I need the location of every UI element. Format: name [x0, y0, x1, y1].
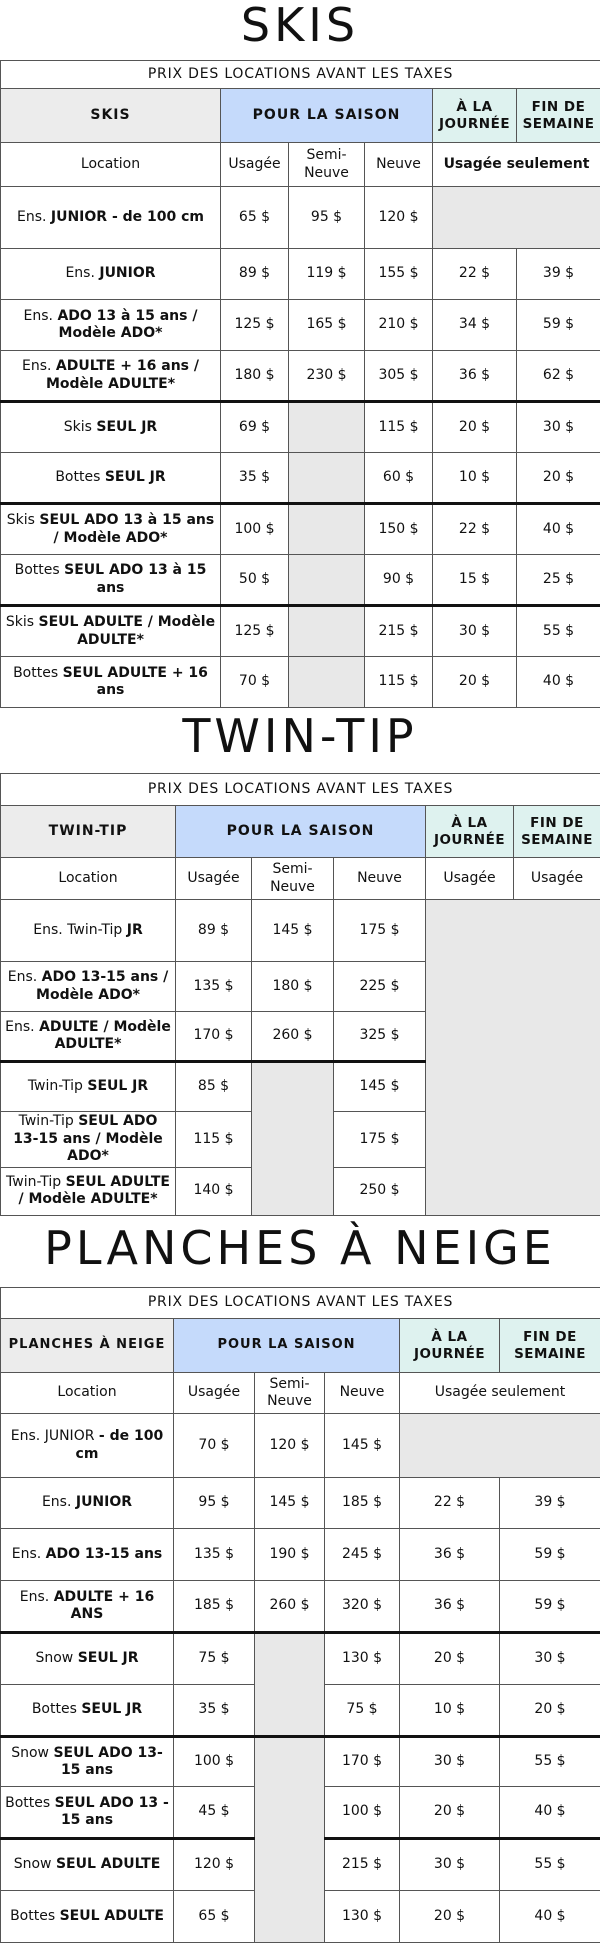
row-label: Twin-Tip SEUL ADULTE / Modèle ADULTE* — [1, 1167, 176, 1215]
price-new: 175 $ — [334, 1112, 426, 1168]
price-used: 85 $ — [176, 1062, 252, 1112]
table-row — [1, 900, 600, 962]
skis-subheader-location: Location — [1, 143, 221, 187]
skis-subheader-used: Usagée — [221, 143, 289, 187]
planches-subheader-new: Neuve — [325, 1373, 400, 1414]
price-weekend: 30 $ — [500, 1633, 600, 1685]
table-row — [1, 504, 600, 555]
price-weekend: 40 $ — [500, 1787, 600, 1839]
price-day: 34 $ — [433, 300, 517, 351]
row-label: Twin-Tip SEUL JR — [1, 1062, 176, 1112]
twintip-table — [0, 773, 600, 1216]
row-label: Ens. ADO 13-15 ans — [1, 1529, 174, 1581]
price-new: 60 $ — [365, 453, 433, 504]
price-new: 225 $ — [334, 962, 426, 1012]
price-new: 305 $ — [365, 351, 433, 402]
table-row — [1, 1478, 600, 1529]
price-day: 36 $ — [400, 1529, 500, 1581]
table-row — [1, 555, 600, 606]
table-row — [1, 1529, 600, 1581]
table-row — [1, 1414, 600, 1478]
price-day: 15 $ — [433, 555, 517, 606]
row-label: Ens. JUNIOR — [1, 249, 221, 300]
price-day: 20 $ — [433, 657, 517, 708]
price-weekend: 39 $ — [500, 1478, 600, 1529]
price-new: 130 $ — [325, 1633, 400, 1685]
price-new: 215 $ — [325, 1839, 400, 1891]
price-new: 320 $ — [325, 1581, 400, 1633]
price-used: 89 $ — [221, 249, 289, 300]
table-row — [1, 402, 600, 453]
price-weekend: 62 $ — [517, 351, 600, 402]
empty-cell — [289, 504, 365, 555]
empty-cell — [289, 606, 365, 657]
empty-cell — [289, 555, 365, 606]
empty-cell — [252, 1062, 334, 1216]
price-day: 22 $ — [433, 249, 517, 300]
price-used: 89 $ — [176, 900, 252, 962]
table-row — [1, 657, 600, 708]
price-semi: 120 $ — [255, 1414, 325, 1478]
price-semi: 145 $ — [255, 1478, 325, 1529]
empty-cell — [426, 900, 600, 1216]
row-label: Bottes SEUL ADO 13 - 15 ans — [1, 1787, 174, 1839]
price-weekend: 59 $ — [500, 1529, 600, 1581]
price-new: 185 $ — [325, 1478, 400, 1529]
price-used: 140 $ — [176, 1167, 252, 1215]
table-row — [1, 606, 600, 657]
table-row — [1, 1581, 600, 1633]
price-new: 130 $ — [325, 1891, 400, 1943]
price-weekend: 40 $ — [517, 504, 600, 555]
price-day: 10 $ — [400, 1685, 500, 1737]
twintip-title: TWIN-TIP — [182, 709, 418, 763]
price-new: 325 $ — [334, 1012, 426, 1062]
twintip-subheader-day-used: Usagée — [426, 858, 514, 900]
skis-subheader-semi: Semi-Neuve — [289, 143, 365, 187]
price-weekend: 25 $ — [517, 555, 600, 606]
price-new: 120 $ — [365, 187, 433, 249]
price-new: 215 $ — [365, 606, 433, 657]
price-used: 100 $ — [174, 1737, 255, 1787]
row-label: Snow SEUL ADO 13-15 ans — [1, 1737, 174, 1787]
row-label: Skis SEUL ADO 13 à 15 ans / Modèle ADO* — [1, 504, 221, 555]
planches-header-weekend: FIN DE SEMAINE — [500, 1319, 600, 1373]
skis-title: SKIS — [240, 0, 360, 52]
price-used: 185 $ — [174, 1581, 255, 1633]
planches-header-season: POUR LA SAISON — [174, 1319, 400, 1373]
row-label: Skis SEUL ADULTE / Modèle ADULTE* — [1, 606, 221, 657]
price-new: 210 $ — [365, 300, 433, 351]
price-new: 145 $ — [334, 1062, 426, 1112]
empty-cell — [433, 187, 600, 249]
price-weekend: 40 $ — [500, 1891, 600, 1943]
price-new: 150 $ — [365, 504, 433, 555]
skis-table — [0, 60, 600, 708]
price-weekend: 59 $ — [517, 300, 600, 351]
twintip-header-season: POUR LA SAISON — [176, 806, 426, 858]
row-label: Ens. JUNIOR — [1, 1478, 174, 1529]
row-label: Bottes SEUL ADULTE + 16 ans — [1, 657, 221, 708]
price-used: 75 $ — [174, 1633, 255, 1685]
planches-header-title: PLANCHES À NEIGE — [1, 1319, 174, 1373]
row-label: Ens. ADO 13-15 ans / Modèle ADO* — [1, 962, 176, 1012]
planches-header-day: À LA JOURNÉE — [400, 1319, 500, 1373]
price-day: 22 $ — [400, 1478, 500, 1529]
price-day: 30 $ — [433, 606, 517, 657]
table-row — [1, 453, 600, 504]
price-day: 36 $ — [400, 1581, 500, 1633]
twintip-subheader-semi: Semi-Neuve — [252, 858, 334, 900]
price-used: 125 $ — [221, 300, 289, 351]
skis-header-title: SKIS — [1, 89, 221, 143]
price-new: 175 $ — [334, 900, 426, 962]
price-day: 20 $ — [400, 1633, 500, 1685]
price-new: 250 $ — [334, 1167, 426, 1215]
price-used: 50 $ — [221, 555, 289, 606]
price-new: 90 $ — [365, 555, 433, 606]
price-day: 20 $ — [433, 402, 517, 453]
twintip-header-title: TWIN-TIP — [1, 806, 176, 858]
planches-subheader-used-only: Usagée seulement — [400, 1373, 600, 1414]
price-semi: 260 $ — [252, 1012, 334, 1062]
planches-table — [0, 1287, 600, 1943]
table-row — [1, 300, 600, 351]
price-used: 45 $ — [174, 1787, 255, 1839]
empty-cell — [289, 402, 365, 453]
row-label: Bottes SEUL ADULTE — [1, 1891, 174, 1943]
twintip-header-day: À LA JOURNÉE — [426, 806, 514, 858]
row-label: Ens. Twin-Tip JR — [1, 900, 176, 962]
price-used: 100 $ — [221, 504, 289, 555]
row-label: Bottes SEUL ADO 13 à 15 ans — [1, 555, 221, 606]
empty-cell — [255, 1737, 325, 1943]
skis-header-day: À LA JOURNÉE — [433, 89, 517, 143]
empty-cell — [289, 453, 365, 504]
price-semi: 230 $ — [289, 351, 365, 402]
price-day: 20 $ — [400, 1891, 500, 1943]
planches-subheader-semi: Semi-Neuve — [255, 1373, 325, 1414]
price-used: 65 $ — [221, 187, 289, 249]
price-day: 36 $ — [433, 351, 517, 402]
price-semi: 165 $ — [289, 300, 365, 351]
table-row — [1, 1633, 600, 1685]
twintip-caption: PRIX DES LOCATIONS AVANT LES TAXES — [1, 774, 600, 806]
price-used: 35 $ — [221, 453, 289, 504]
skis-subheader-new: Neuve — [365, 143, 433, 187]
row-label: Ens. JUNIOR - de 100 cm — [1, 1414, 174, 1478]
planches-subheader-location: Location — [1, 1373, 174, 1414]
twintip-subheader-new: Neuve — [334, 858, 426, 900]
row-label: Snow SEUL JR — [1, 1633, 174, 1685]
price-day: 20 $ — [400, 1787, 500, 1839]
price-semi: 180 $ — [252, 962, 334, 1012]
price-semi: 145 $ — [252, 900, 334, 962]
skis-subheader-used-only: Usagée seulement — [433, 143, 600, 187]
row-label: Ens. ADULTE / Modèle ADULTE* — [1, 1012, 176, 1062]
empty-cell — [400, 1414, 600, 1478]
price-used: 69 $ — [221, 402, 289, 453]
row-label: Ens. ADULTE + 16 ANS — [1, 1581, 174, 1633]
skis-header-weekend: FIN DE SEMAINE — [517, 89, 600, 143]
price-used: 120 $ — [174, 1839, 255, 1891]
price-day: 30 $ — [400, 1839, 500, 1891]
price-used: 115 $ — [176, 1112, 252, 1168]
price-used: 135 $ — [176, 962, 252, 1012]
price-new: 155 $ — [365, 249, 433, 300]
twintip-subheader-weekend-used: Usagée — [514, 858, 600, 900]
price-weekend: 20 $ — [517, 453, 600, 504]
row-label: Snow SEUL ADULTE — [1, 1839, 174, 1891]
row-label: Bottes SEUL JR — [1, 453, 221, 504]
twintip-subheader-used: Usagée — [176, 858, 252, 900]
price-used: 180 $ — [221, 351, 289, 402]
price-weekend: 30 $ — [517, 402, 600, 453]
price-weekend: 55 $ — [500, 1737, 600, 1787]
twintip-header-weekend: FIN DE SEMAINE — [514, 806, 600, 858]
price-used: 95 $ — [174, 1478, 255, 1529]
row-label: Twin-Tip SEUL ADO 13-15 ans / Modèle ADO* — [1, 1112, 176, 1168]
price-weekend: 20 $ — [500, 1685, 600, 1737]
planches-subheader-used: Usagée — [174, 1373, 255, 1414]
price-semi: 260 $ — [255, 1581, 325, 1633]
price-used: 70 $ — [221, 657, 289, 708]
table-row — [1, 249, 600, 300]
price-used: 170 $ — [176, 1012, 252, 1062]
price-used: 35 $ — [174, 1685, 255, 1737]
price-new: 145 $ — [325, 1414, 400, 1478]
price-semi: 119 $ — [289, 249, 365, 300]
table-row — [1, 187, 600, 249]
row-label: Skis SEUL JR — [1, 402, 221, 453]
price-used: 70 $ — [174, 1414, 255, 1478]
price-used: 135 $ — [174, 1529, 255, 1581]
twintip-subheader-location: Location — [1, 858, 176, 900]
skis-caption: PRIX DES LOCATIONS AVANT LES TAXES — [1, 61, 600, 89]
price-weekend: 55 $ — [500, 1839, 600, 1891]
table-row — [1, 351, 600, 402]
price-day: 30 $ — [400, 1737, 500, 1787]
skis-header-season: POUR LA SAISON — [221, 89, 433, 143]
price-weekend: 40 $ — [517, 657, 600, 708]
price-new: 100 $ — [325, 1787, 400, 1839]
price-weekend: 55 $ — [517, 606, 600, 657]
price-new: 75 $ — [325, 1685, 400, 1737]
price-new: 115 $ — [365, 402, 433, 453]
row-label: Ens. ADULTE + 16 ans / Modèle ADULTE* — [1, 351, 221, 402]
price-day: 22 $ — [433, 504, 517, 555]
table-row — [1, 1737, 600, 1787]
empty-cell — [289, 657, 365, 708]
price-new: 115 $ — [365, 657, 433, 708]
empty-cell — [255, 1633, 325, 1737]
row-label: Ens. ADO 13 à 15 ans / Modèle ADO* — [1, 300, 221, 351]
price-used: 65 $ — [174, 1891, 255, 1943]
planches-title: PLANCHES À NEIGE — [44, 1221, 556, 1275]
price-semi: 95 $ — [289, 187, 365, 249]
price-weekend: 39 $ — [517, 249, 600, 300]
price-new: 170 $ — [325, 1737, 400, 1787]
price-used: 125 $ — [221, 606, 289, 657]
row-label: Ens. JUNIOR - de 100 cm — [1, 187, 221, 249]
planches-caption: PRIX DES LOCATIONS AVANT LES TAXES — [1, 1288, 600, 1319]
price-semi: 190 $ — [255, 1529, 325, 1581]
price-new: 245 $ — [325, 1529, 400, 1581]
row-label: Bottes SEUL JR — [1, 1685, 174, 1737]
price-weekend: 59 $ — [500, 1581, 600, 1633]
price-day: 10 $ — [433, 453, 517, 504]
